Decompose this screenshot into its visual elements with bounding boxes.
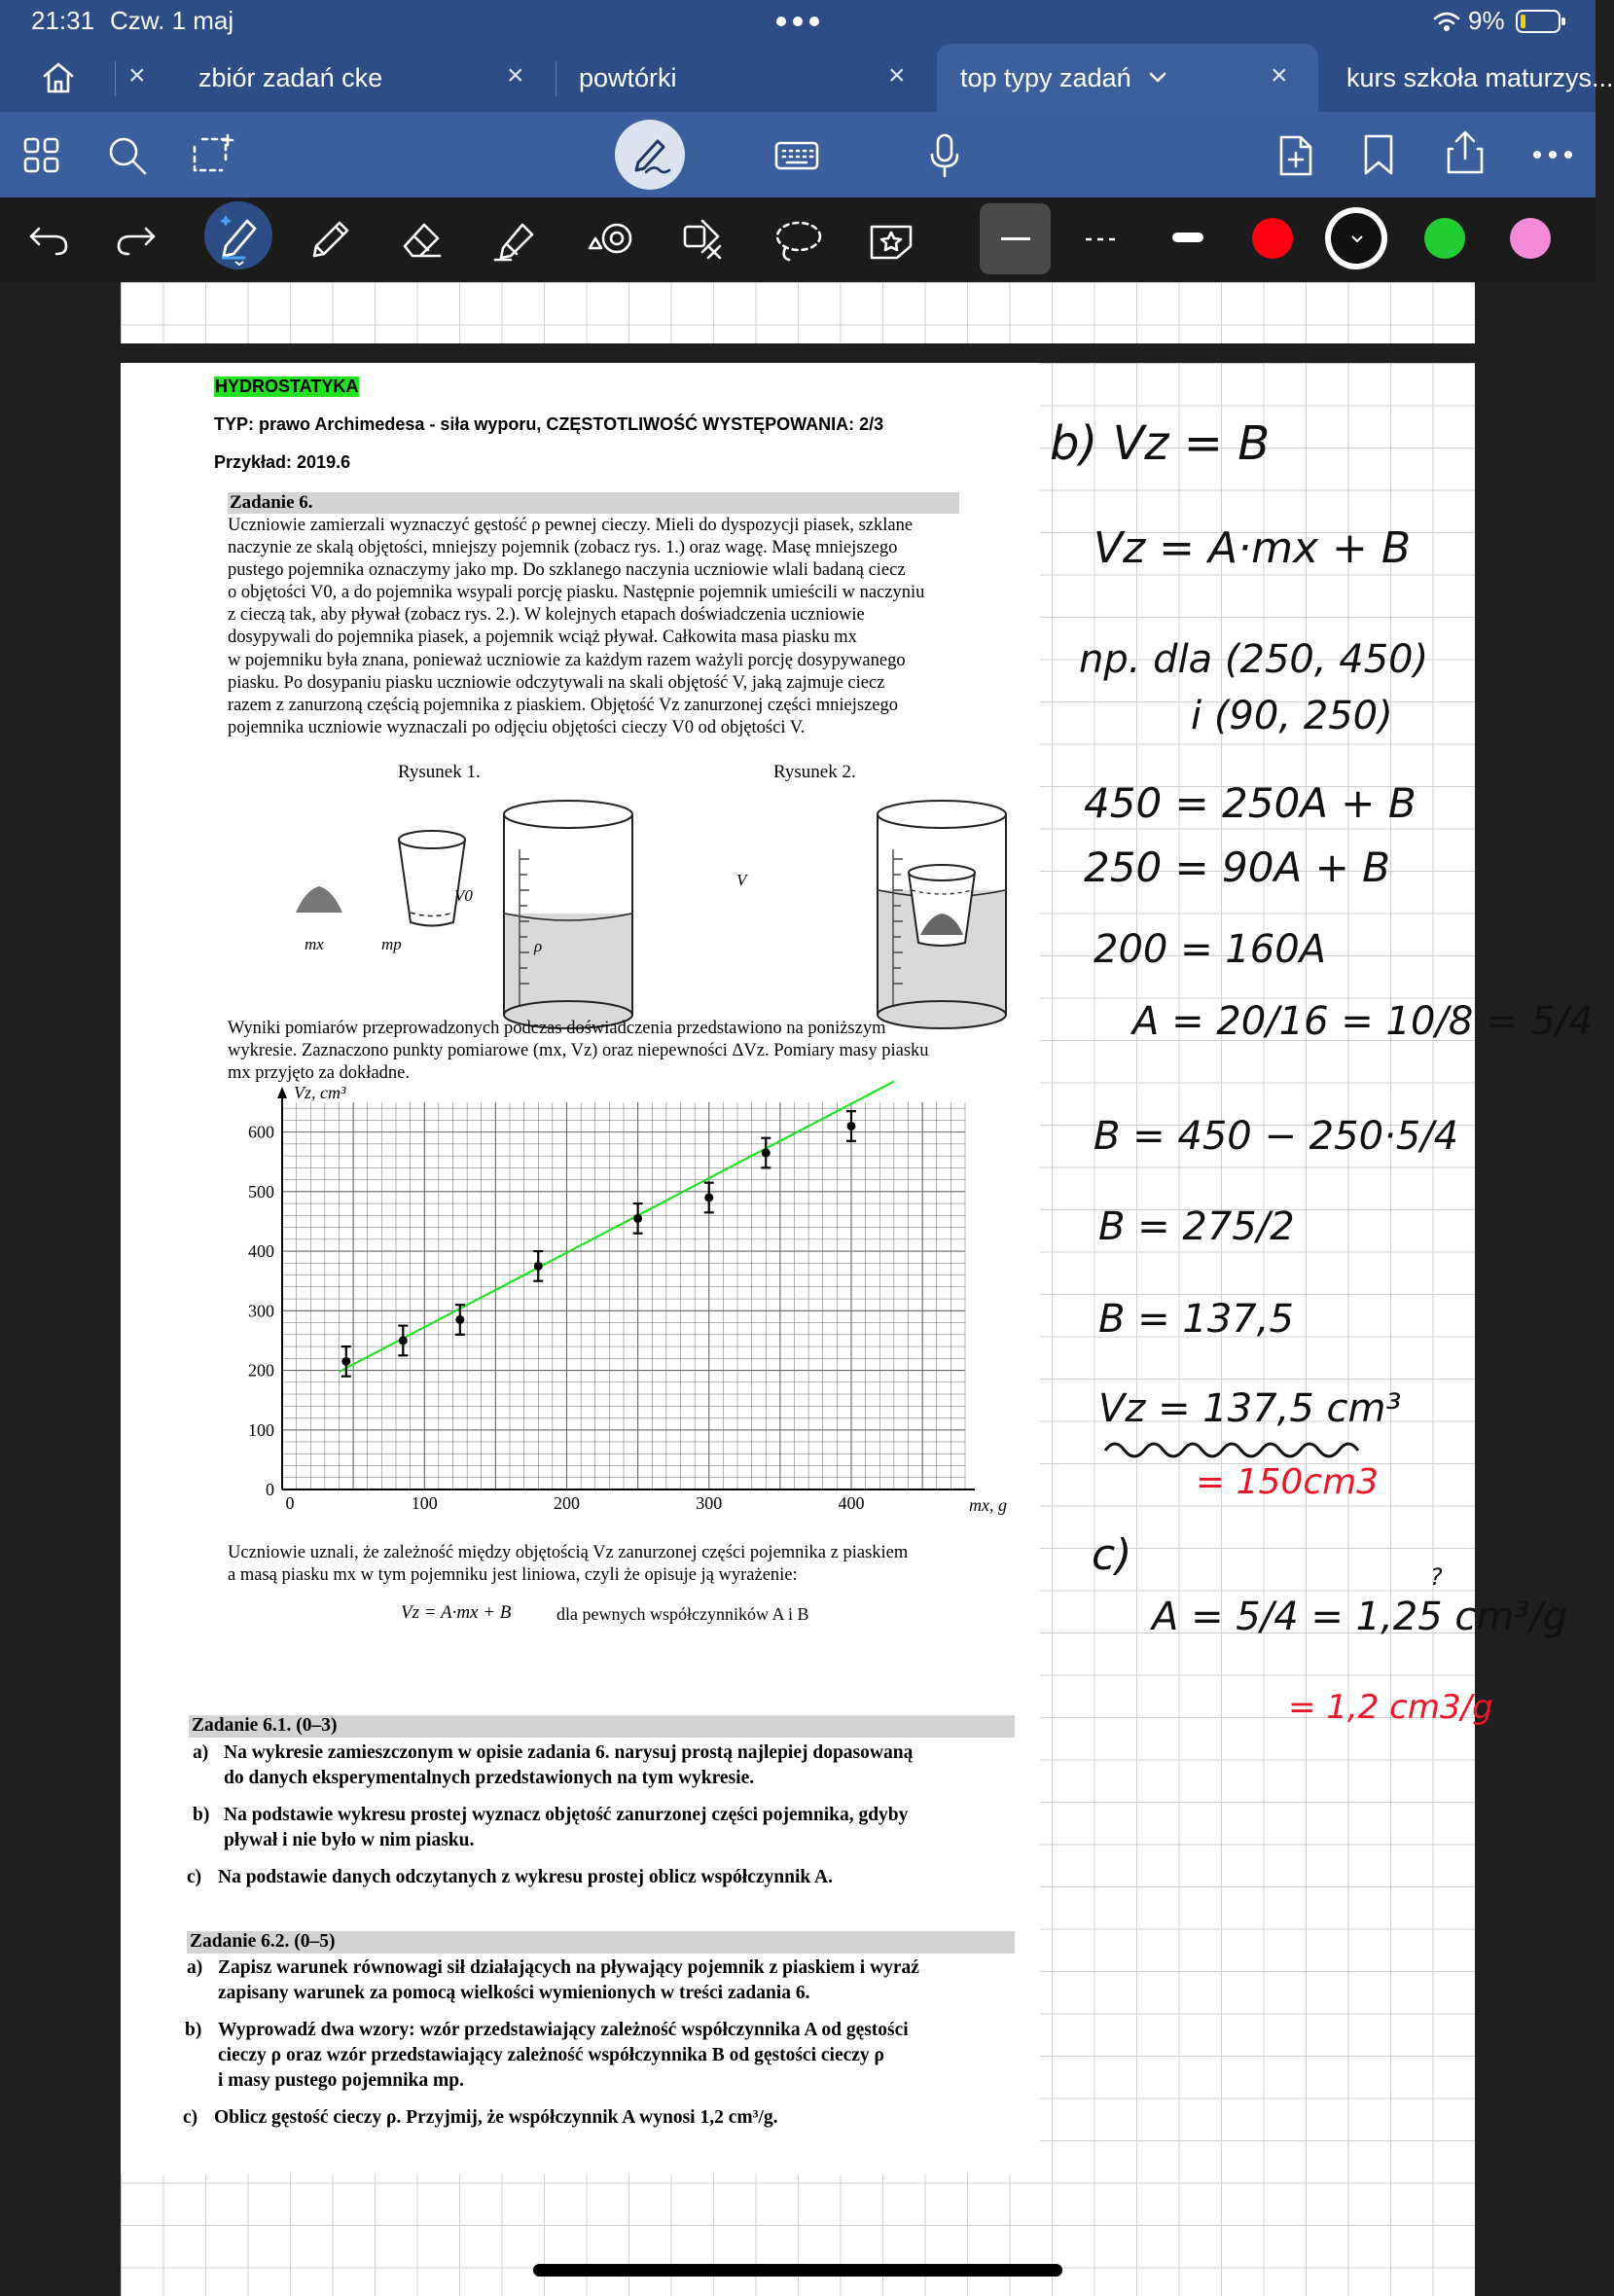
tab-label: top typy zadań bbox=[960, 63, 1131, 92]
label-v: V bbox=[736, 871, 747, 889]
y-tick-label: 500 bbox=[248, 1181, 274, 1202]
color-pink-swatch[interactable] bbox=[1510, 218, 1551, 259]
x-tick-label: 300 bbox=[696, 1493, 723, 1513]
toolbar bbox=[0, 112, 1596, 197]
x-tick-label: 400 bbox=[838, 1493, 865, 1513]
example-line: Przykład: 2019.6 bbox=[214, 452, 351, 472]
task-title: Zadanie 6. bbox=[228, 492, 959, 514]
stroke-dashed-icon[interactable] bbox=[1084, 234, 1119, 244]
results-text: Wyniki pomiarów przeprowadzonych podczas doświadczenia przedstawiono na poniższym wykresie. Zaznaczono punkty pomiarowe (mx, Vz) oraz niepewności ΔVz. Pomiary masy piasku mx przyjęto za dokładne. bbox=[228, 1019, 929, 1083]
subtask-2-title: Zadanie 6.2. (0–5) bbox=[187, 1931, 1015, 1954]
multitask-dots-icon[interactable] bbox=[775, 16, 820, 27]
note-line: B = 450 − 250·5/4 bbox=[1094, 1114, 1459, 1159]
pdf-content bbox=[121, 363, 1040, 2174]
redo-icon[interactable] bbox=[115, 221, 158, 256]
data-point bbox=[704, 1193, 713, 1202]
close-icon[interactable]: × bbox=[888, 59, 906, 91]
bookmark-icon[interactable] bbox=[1362, 133, 1395, 176]
note-line: A = 5/4 = 1,25 cm³/g bbox=[1152, 1595, 1568, 1639]
lasso-add-icon[interactable] bbox=[189, 133, 235, 178]
note-line: np. dla (250, 450) bbox=[1079, 637, 1429, 682]
status-date: Czw. 1 maj bbox=[110, 6, 234, 35]
y-axis-arrow bbox=[277, 1087, 287, 1098]
data-point bbox=[534, 1262, 543, 1271]
tab-powtorki[interactable] bbox=[556, 44, 937, 112]
section-title: HYDROSTATYKA bbox=[215, 377, 359, 396]
y-tick-label: 400 bbox=[248, 1241, 274, 1262]
close-icon[interactable]: × bbox=[1271, 59, 1288, 91]
note-line: B = 275/2 bbox=[1098, 1204, 1295, 1249]
x-axis-label: mx, g bbox=[969, 1495, 1007, 1515]
subtask-1-title: Zadanie 6.1. (0–3) bbox=[189, 1715, 1015, 1738]
formula-note: dla pewnych współczynników A i B bbox=[556, 1604, 809, 1624]
figures-illustration bbox=[286, 781, 1025, 1044]
figure-2-title: Rysunek 2. bbox=[773, 762, 856, 782]
y-tick-label: 200 bbox=[248, 1360, 274, 1381]
previous-page[interactable] bbox=[121, 282, 1475, 343]
sticker-icon[interactable] bbox=[866, 217, 916, 262]
lasso-icon[interactable] bbox=[773, 219, 824, 264]
data-point bbox=[341, 1357, 350, 1366]
note-line: i (90, 250) bbox=[1191, 694, 1393, 738]
tab-label: kurs szkoła maturzys... bbox=[1346, 63, 1614, 92]
status-bar bbox=[0, 0, 1596, 44]
close-icon[interactable]: × bbox=[128, 59, 146, 91]
conclusion-text: Uczniowie uznali, że zależność między objętością Vz zanurzonej części pojemnika z piaskiem a masą piasku mx w tym pojemniku jest liniowa, czyli że opisuje ją wyrażenie: bbox=[228, 1543, 909, 1585]
pen-icon bbox=[216, 211, 263, 266]
note-correction: = 1,2 cm3/g bbox=[1288, 1688, 1493, 1727]
data-point bbox=[847, 1122, 856, 1130]
y-tick-label: 300 bbox=[248, 1301, 274, 1321]
label-v0: V0 bbox=[454, 886, 473, 905]
subtask-2-items: a) Zapisz warunek równowagi sił działających na pływający pojemnik z piaskiem i wyraź zapisany warunek za pomocą wielkości wymienionych w treści zadania 6. b) Wyprowadź dwa wzory: wzór przedstawiający zależność współczynnika A od gęstości cieczy ρ oraz wzór przedstawiający zależność współczynnika B od gęstości cieczy ρ i masy pustego pojemnika mp. c) Oblicz gęstość cieczy ρ. Przyjmij, że współczynnik A wynosi 1,2 cm³/g. bbox=[183, 1957, 919, 2128]
y-axis-label: Vz, cm³ bbox=[294, 1083, 346, 1102]
x-tick-label: 200 bbox=[554, 1493, 580, 1513]
microphone-icon[interactable] bbox=[929, 133, 960, 178]
note-line: Vz = A·mx + B bbox=[1094, 523, 1412, 573]
add-page-icon[interactable] bbox=[1277, 133, 1314, 178]
x-tick-label: 0 bbox=[285, 1493, 295, 1513]
underline-squiggle bbox=[1103, 1433, 1385, 1462]
status-time: 21:31 bbox=[31, 6, 95, 35]
tab-bar bbox=[0, 44, 1614, 112]
note-line: b) Vz = B bbox=[1050, 416, 1271, 471]
tab-kurs[interactable] bbox=[1318, 44, 1614, 112]
color-green-swatch[interactable] bbox=[1424, 218, 1465, 259]
note-correction: = 150cm3 bbox=[1196, 1462, 1380, 1502]
fit-line bbox=[340, 1082, 894, 1373]
label-mp: mp bbox=[381, 935, 402, 953]
note-line: A = 20/16 = 10/8 = 5/4 bbox=[1132, 999, 1594, 1044]
data-point bbox=[399, 1336, 408, 1345]
tab-label: zbiór zadań cke bbox=[198, 63, 383, 92]
note-mark: ? bbox=[1430, 1563, 1443, 1591]
grid-icon[interactable] bbox=[23, 137, 60, 174]
tab-label: powtórki bbox=[579, 63, 677, 92]
chevron-down-icon[interactable] bbox=[1149, 72, 1166, 84]
notebook-page[interactable] bbox=[121, 363, 1594, 2296]
eraser-icon[interactable] bbox=[399, 217, 446, 262]
y-tick-label: 0 bbox=[266, 1480, 274, 1499]
data-point bbox=[762, 1149, 771, 1158]
undo-icon[interactable] bbox=[27, 221, 70, 256]
subtask-1-items: a) Na wykresie zamieszczonym w opisie zadania 6. narysuj prostą najlepiej dopasowaną do danych eksperymentalnych przedstawionych na tym wykresie. b) Na podstawie wykresu prostej wyznacz objętość zanurzonej części pojemnika, gdyby pływał i nie było w nim piasku. c) Na podstawie danych odczytanych z wykresu prostej oblicz współczynnik A. bbox=[187, 1742, 914, 1887]
pencil-icon[interactable] bbox=[308, 217, 353, 262]
stroke-solid-button[interactable] bbox=[980, 203, 1051, 274]
home-icon[interactable] bbox=[41, 60, 76, 95]
y-tick-label: 600 bbox=[248, 1122, 274, 1142]
pen-toolbar bbox=[0, 197, 1596, 282]
color-black-swatch[interactable] bbox=[1325, 207, 1387, 269]
close-icon[interactable]: × bbox=[507, 59, 524, 91]
measurement-chart bbox=[121, 1083, 1007, 1530]
elements-icon[interactable] bbox=[681, 217, 728, 264]
note-line: 250 = 90A + B bbox=[1084, 843, 1390, 891]
figure-1-title: Rysunek 1. bbox=[398, 762, 481, 782]
tab-top-typy[interactable] bbox=[937, 44, 1318, 112]
note-line: Vz = 137,5 cm³ bbox=[1098, 1386, 1402, 1431]
label-rho: ρ bbox=[534, 937, 543, 955]
note-line: 450 = 250A + B bbox=[1084, 779, 1417, 827]
data-point bbox=[455, 1315, 464, 1324]
note-line: c) bbox=[1092, 1530, 1132, 1580]
shapes-icon[interactable] bbox=[584, 219, 638, 262]
more-icon[interactable] bbox=[1532, 149, 1573, 161]
battery-icon bbox=[1516, 9, 1566, 34]
label-mx: mx bbox=[305, 935, 324, 953]
pen-mode-icon bbox=[630, 133, 671, 176]
keyboard-icon[interactable] bbox=[774, 141, 819, 170]
wifi-icon bbox=[1432, 10, 1461, 33]
tab-zbior[interactable] bbox=[115, 44, 556, 112]
x-tick-label: 100 bbox=[411, 1493, 438, 1513]
chevron-down-icon bbox=[1350, 234, 1364, 244]
note-line: B = 137,5 bbox=[1098, 1297, 1294, 1342]
y-tick-label: 100 bbox=[248, 1419, 274, 1440]
type-line: TYP: prawo Archimedesa - siła wyporu, CZĘSTOTLIWOŚĆ WYSTĘPOWANIA: 2/3 bbox=[214, 414, 884, 434]
data-point bbox=[633, 1214, 642, 1223]
highlighter-icon[interactable] bbox=[491, 217, 538, 264]
pen-tool-button[interactable] bbox=[204, 201, 272, 269]
battery-percent: 9% bbox=[1468, 6, 1505, 35]
share-icon[interactable] bbox=[1445, 129, 1486, 176]
formula: Vz = A·mx + B bbox=[401, 1602, 512, 1623]
task-text: Uczniowie zamierzali wyznaczyć gęstość ρ pewnej cieczy. Mieli do dyspozycji piasek, szklane naczynie ze skalą objętości, mniejszy pojemnik (zobacz rys. 1.) oraz wagę. Masę mniejszego pustego pojemnika oznaczymy jako mp. Do szklanego naczynia uczniowie wlali badaną ciecz o objętości V0, a do pojemnika wsypali porcję piasku. Następnie pojemnik umieścili w naczyniu z cieczą tak, aby pływał (zobacz rys. 2.). W kolejnych etapach doświadczenia uczniowie dosypywali do pojemnika piasek, a pojemnik wciąż pływał. Całkowita masa piasku mx w pojemniku była znana, ponieważ uczniowie za każdym razem ważyli porcję dosypywanego piasku. Po dosypaniu piasku uczniowie odczytywali na skali objętość V, jaką zajmuje ciecz razem z zanurzoną częścią pojemnika z piaskiem. Objętość Vz zanurzonej części mniejszego pojemnika uczniowie wyznaczali po odjęciu objętości cieczy V0 od objętości V. bbox=[228, 516, 925, 737]
pen-mode-button[interactable] bbox=[615, 120, 685, 190]
note-line: 200 = 160A bbox=[1094, 927, 1327, 972]
home-indicator[interactable] bbox=[533, 2264, 1062, 2277]
search-icon[interactable] bbox=[107, 135, 148, 176]
stroke-thick-button[interactable] bbox=[1172, 233, 1203, 242]
color-red-swatch[interactable] bbox=[1252, 218, 1293, 259]
